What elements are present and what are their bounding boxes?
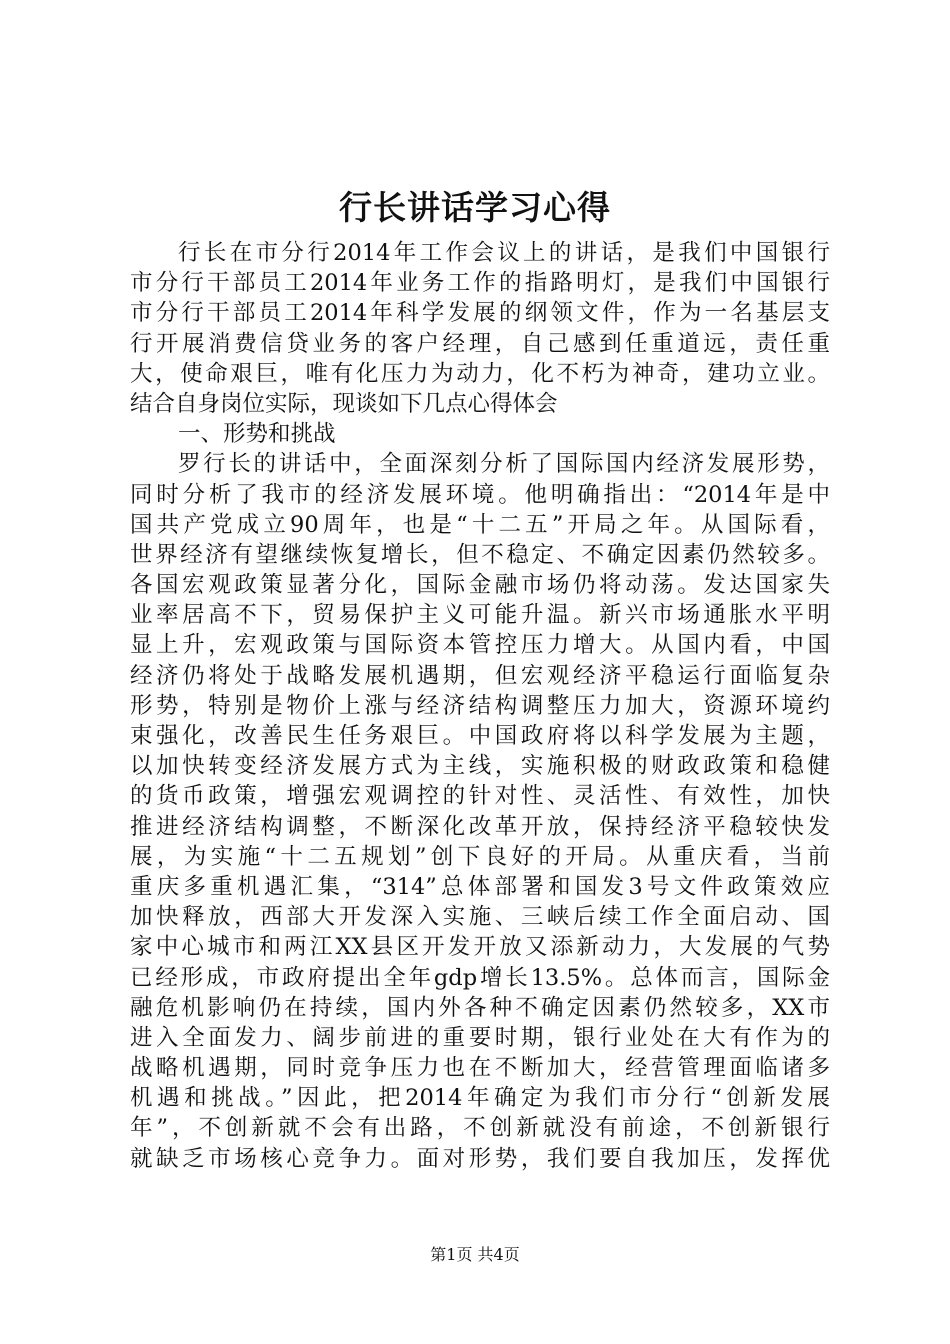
text-line: 大，使命艰巨，唯有化压力为动力，化不朽为神奇，建功立业。 (130, 360, 830, 387)
document-body (130, 238, 830, 1174)
text-line: 市分行干部员工2014年业务工作的指路明灯，是我们中国银行 (130, 270, 830, 297)
text-line: 家中心城市和两江XX县区开发开放又添新动力，大发展的气势 (130, 934, 830, 961)
text-line: 推进经济结构调整，不断深化改革开放，保持经济平稳较快发 (130, 813, 830, 840)
section-heading: 一、形势和挑战 (178, 421, 336, 448)
text-line: 以加快转变经济发展方式为主线，实施积极的财政政策和稳健 (130, 753, 830, 780)
text-line: 世界经济有望继续恢复增长，但不稳定、不确定因素仍然较多。 (130, 541, 830, 568)
text-line: 行开展消费信贷业务的客户经理，自己感到任重道远，责任重 (130, 330, 830, 357)
text-line: 融危机影响仍在持续，国内外各种不确定因素仍然较多，XX市 (130, 994, 830, 1021)
text-line: 的货币政策，增强宏观调控的针对性、灵活性、有效性，加快 (130, 783, 830, 810)
text-line: 各国宏观政策显著分化，国际金融市场仍将动荡。发达国家失 (130, 572, 830, 599)
text-line: 经济仍将处于战略发展机遇期，但宏观经济平稳运行面临复杂 (130, 662, 830, 689)
text-line: 显上升，宏观政策与国际资本管控压力增大。从国内看，中国 (130, 632, 830, 659)
text-line: 战略机遇期，同时竞争压力也在不断加大，经营管理面临诸多 (130, 1055, 830, 1082)
text-line: 机遇和挑战。”因此，把2014年确定为我们市分行“创新发展 (130, 1085, 830, 1112)
text-line: 束强化，改善民生任务艰巨。中国政府将以科学发展为主题， (130, 723, 830, 749)
text-line: 展，为实施“十二五规划”创下良好的开局。从重庆看，当前 (130, 843, 830, 870)
text-line: 已经形成，市政府提出全年gdp增长13.5%。总体而言，国际金 (130, 964, 830, 991)
text-line: 重庆多重机遇汇集，“314”总体部署和国发3号文件政策效应 (130, 873, 830, 900)
text-line: 行长在市分行2014年工作会议上的讲话，是我们中国银行 (178, 240, 830, 266)
document-title: 行长讲话学习心得 (339, 188, 611, 227)
text-line: 市分行干部员工2014年科学发展的纲领文件，作为一名基层支 (130, 300, 830, 327)
page-footer: 第1页 共4页 (430, 1245, 520, 1264)
text-line: 进入全面发力、阔步前进的重要时期，银行业处在大有作为的 (130, 1024, 830, 1051)
text-line: 就缺乏市场核心竞争力。面对形势，我们要自我加压，发挥优 (130, 1145, 830, 1172)
text-line: 国共产党成立90周年，也是“十二五”开局之年。从国际看， (130, 511, 830, 538)
text-line: 年”，不创新就不会有出路，不创新就没有前途，不创新银行 (130, 1115, 830, 1142)
text-line: 结合自身岗位实际，现谈如下几点心得体会 (130, 390, 558, 417)
text-line: 业率居高不下，贸易保护主义可能升温。新兴市场通胀水平明 (130, 602, 830, 629)
text-line: 同时分析了我市的经济发展环境。他明确指出：“2014年是中 (130, 481, 830, 508)
text-line: 加快释放，西部大开发深入实施、三峡后续工作全面启动、国 (130, 904, 830, 931)
text-line: 罗行长的讲话中，全面深刻分析了国际国内经济发展形势， (178, 451, 830, 478)
text-line: 形势，特别是物价上涨与经济结构调整压力加大，资源环境约 (130, 692, 830, 719)
